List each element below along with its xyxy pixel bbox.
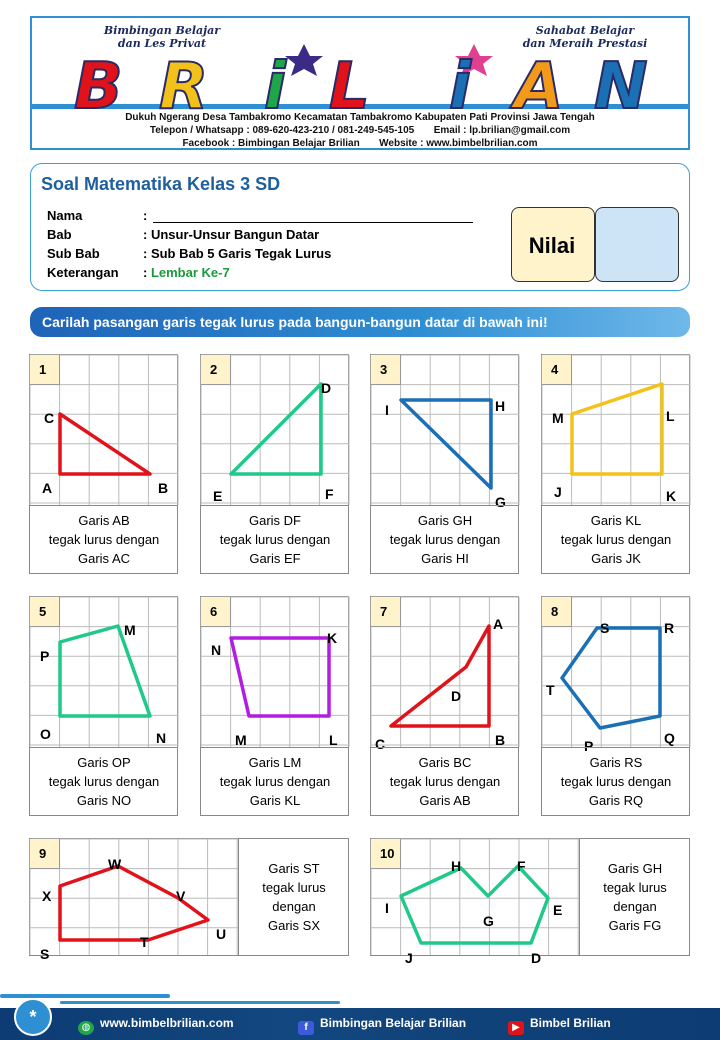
vertex-label: C — [44, 410, 55, 426]
card-divider — [579, 839, 580, 955]
tagline-left-1: Bimbingan Belajar — [103, 24, 221, 37]
vertex-label: G — [495, 494, 506, 510]
answer-line: tegak lurus — [603, 880, 667, 895]
answer-line: Garis NO — [76, 793, 132, 808]
card-divider — [371, 747, 519, 748]
youtube-icon: ▶ — [508, 1021, 524, 1035]
worksheet-info — [30, 163, 690, 291]
vertex-label: Q — [664, 730, 675, 746]
problem-number: 3 — [371, 355, 401, 385]
logo-letter-i2: i — [449, 50, 471, 124]
problem-card-9 — [29, 838, 349, 962]
answer-text — [371, 753, 519, 810]
problem-number: 6 — [201, 597, 231, 627]
problem-number: 2 — [201, 355, 231, 385]
answer-line: Garis KL — [590, 513, 642, 528]
vertex-label: E — [553, 902, 563, 918]
vertex-label: N — [156, 730, 167, 746]
vertex-label: T — [546, 682, 555, 698]
vertex-label: D — [451, 688, 462, 704]
header-banner — [30, 16, 690, 150]
name-input-line[interactable] — [153, 222, 473, 223]
problem-card-7 — [370, 596, 519, 816]
answer-line: tegak lurus dengan — [48, 532, 160, 547]
vertex-label: L — [666, 408, 675, 424]
vertex-label: O — [40, 726, 51, 742]
answer-text — [240, 859, 348, 935]
answer-line: tegak lurus dengan — [389, 532, 501, 547]
card-divider — [238, 839, 239, 955]
vertex-label: A — [42, 480, 53, 496]
answer-line: Garis RQ — [588, 793, 644, 808]
shape-outline-8 — [562, 628, 660, 728]
nilai-label: Nilai — [528, 233, 576, 258]
vertex-label: K — [327, 630, 338, 646]
card-divider — [30, 747, 178, 748]
answer-line: tegak lurus dengan — [48, 774, 160, 789]
label-subbab: Sub Bab — [47, 246, 100, 261]
vertex-label: R — [664, 620, 675, 636]
value-nama: : — [143, 208, 148, 223]
vertex-label: M — [124, 622, 136, 638]
problem-card-1 — [29, 354, 178, 574]
answer-line: tegak lurus — [262, 880, 326, 895]
answer-text — [542, 753, 690, 810]
answer-line: tegak lurus dengan — [389, 774, 501, 789]
score-box[interactable] — [595, 207, 679, 282]
problem-number: 10 — [371, 839, 401, 869]
problem-card-6 — [200, 596, 349, 816]
answer-text — [30, 753, 178, 810]
footer-youtube[interactable] — [508, 1016, 611, 1035]
shape-outline-6 — [231, 638, 329, 716]
instruction-bar: Carilah pasangan garis tegak lurus pada bangun-bangun datar di bawah ini! — [30, 307, 690, 337]
answer-line: Garis OP — [77, 755, 131, 770]
answer-text — [581, 859, 689, 935]
footer-website-text: www.bimbelbrilian.com — [100, 1016, 234, 1030]
vertex-label: F — [517, 858, 526, 874]
grid-figure-9 — [30, 839, 238, 962]
contact-line: Telepon / Whatsapp : 089-620-423-210 / 081-249-545-105 Email : lp.brilian@gmail.com — [149, 125, 571, 136]
vertex-label: K — [666, 488, 677, 504]
footer-stripe-2 — [60, 1001, 340, 1004]
problem-card-8 — [541, 596, 690, 816]
facebook-icon: f — [298, 1021, 314, 1035]
answer-line: dengan — [613, 899, 657, 914]
logo-letter-i1: i — [264, 50, 286, 124]
footer-youtube-text: Bimbel Brilian — [530, 1016, 611, 1030]
value-keterangan-green: Lembar Ke-7 — [150, 265, 230, 280]
problem-card-10 — [370, 838, 690, 966]
logo-letter-l: L — [329, 50, 370, 124]
logo-star-1 — [285, 44, 323, 76]
answer-line: Garis EF — [249, 551, 301, 566]
vertex-label: S — [600, 620, 610, 636]
problem-number: 7 — [371, 597, 401, 627]
card-divider — [542, 747, 690, 748]
label-keterangan: Keterangan — [47, 265, 119, 280]
problem-card-2 — [200, 354, 349, 574]
grid-figure-10 — [371, 839, 579, 966]
answer-line: Garis GH — [417, 513, 473, 528]
vertex-label: D — [531, 950, 542, 966]
answer-line: Garis LM — [248, 755, 302, 770]
answer-line: Garis AB — [419, 793, 471, 808]
shape-outline-2 — [231, 384, 321, 474]
vertex-label: W — [108, 856, 122, 872]
address: Dukuh Ngerang Desa Tambakromo Kecamatan Tambakromo Kabupaten Pati Provinsi Jawa Tengah — [125, 112, 595, 123]
answer-line: tegak lurus dengan — [560, 774, 672, 789]
logo-letter-b: B — [74, 50, 123, 124]
vertex-label: H — [495, 398, 506, 414]
logo-letter-r: R — [159, 50, 209, 124]
answer-line: Garis AC — [77, 551, 130, 566]
shape-outline-10 — [401, 866, 548, 943]
answer-line: Garis BC — [418, 755, 472, 770]
vertex-label: S — [40, 946, 50, 962]
worksheet-title: Soal Matematika Kelas 3 SD — [41, 174, 281, 194]
answer-line: Garis AB — [78, 513, 130, 528]
answer-text — [201, 753, 349, 810]
social-line: Facebook : Bimbingan Belajar Brilian Website : www.bimbelbrilian.com — [182, 138, 538, 149]
answer-line: tegak lurus dengan — [560, 532, 672, 547]
vertex-label: P — [584, 738, 594, 754]
vertex-label: I — [385, 402, 389, 418]
value-bab: : Unsur-Unsur Bangun Datar — [143, 227, 320, 242]
answer-line: Garis DF — [249, 513, 301, 528]
vertex-label: H — [451, 858, 462, 874]
vertex-label: X — [42, 888, 52, 904]
problem-number: 5 — [30, 597, 60, 627]
shape-outline-4 — [572, 384, 662, 474]
value-keterangan — [143, 265, 230, 280]
footer-website[interactable] — [78, 1016, 234, 1035]
vertex-label: N — [211, 642, 222, 658]
tagline-right-1: Sahabat Belajar — [535, 24, 635, 37]
vertex-label: C — [375, 736, 386, 752]
answer-line: tegak lurus dengan — [219, 532, 331, 547]
vertex-label: F — [325, 486, 334, 502]
answer-line: tegak lurus dengan — [219, 774, 331, 789]
globe-icon: ◍ — [78, 1021, 94, 1035]
footer — [0, 990, 720, 1040]
answer-line: Garis ST — [268, 861, 320, 876]
card-divider — [30, 505, 178, 506]
answer-line: Garis SX — [267, 918, 320, 933]
card-divider — [201, 747, 349, 748]
answer-text — [371, 511, 519, 568]
vertex-label: M — [552, 410, 564, 426]
vertex-label: A — [493, 616, 504, 632]
vertex-label: U — [216, 926, 227, 942]
value-keterangan-prefix: : — [143, 265, 151, 280]
footer-stripe-1 — [0, 994, 170, 998]
vertex-label: P — [40, 648, 50, 664]
card-divider — [201, 505, 349, 506]
vertex-label: T — [140, 934, 149, 950]
footer-facebook-text: Bimbingan Belajar Brilian — [320, 1016, 467, 1030]
label-bab: Bab — [47, 227, 72, 242]
shape-outline-9 — [60, 866, 208, 940]
card-divider — [542, 505, 690, 506]
nilai-label-box — [511, 207, 595, 282]
problem-number: 8 — [542, 597, 572, 627]
problem-card-4 — [541, 354, 690, 574]
vertex-label: V — [176, 888, 186, 904]
answer-text — [30, 511, 178, 568]
footer-facebook[interactable] — [298, 1016, 466, 1035]
problem-number: 4 — [542, 355, 572, 385]
vertex-label: J — [405, 950, 413, 966]
vertex-label: M — [235, 732, 247, 748]
vertex-label: E — [213, 488, 223, 504]
vertex-label: I — [385, 900, 389, 916]
label-nama: Nama — [47, 208, 83, 223]
problem-card-3 — [370, 354, 519, 574]
shape-outline-5 — [60, 626, 150, 716]
answer-line: Garis FG — [608, 918, 662, 933]
logo-letter-a: A — [514, 50, 564, 124]
answer-line: Garis HI — [421, 551, 469, 566]
answer-line: Garis JK — [591, 551, 641, 566]
answer-line: Garis GH — [607, 861, 663, 876]
footer-badge: * — [14, 998, 52, 1036]
tagline-left-2: dan Les Privat — [117, 37, 207, 50]
vertex-label: B — [158, 480, 169, 496]
vertex-label: G — [483, 913, 494, 929]
vertex-label: J — [554, 484, 562, 500]
answer-line: dengan — [272, 899, 316, 914]
problem-number: 9 — [30, 839, 60, 869]
value-subbab: : Sub Bab 5 Garis Tegak Lurus — [143, 246, 332, 261]
answer-line: Garis KL — [249, 793, 301, 808]
problem-number: 1 — [30, 355, 60, 385]
answer-text — [201, 511, 349, 568]
shape-outline-7 — [391, 626, 489, 726]
logo-letter-n: N — [594, 50, 648, 124]
problem-card-5 — [29, 596, 178, 816]
card-divider — [371, 505, 519, 506]
vertex-label: D — [321, 380, 332, 396]
vertex-label: L — [329, 732, 338, 748]
vertex-label: B — [495, 732, 506, 748]
tagline-right-2: dan Meraih Prestasi — [522, 37, 648, 50]
answer-line: Garis RS — [589, 755, 643, 770]
answer-text — [542, 511, 690, 568]
